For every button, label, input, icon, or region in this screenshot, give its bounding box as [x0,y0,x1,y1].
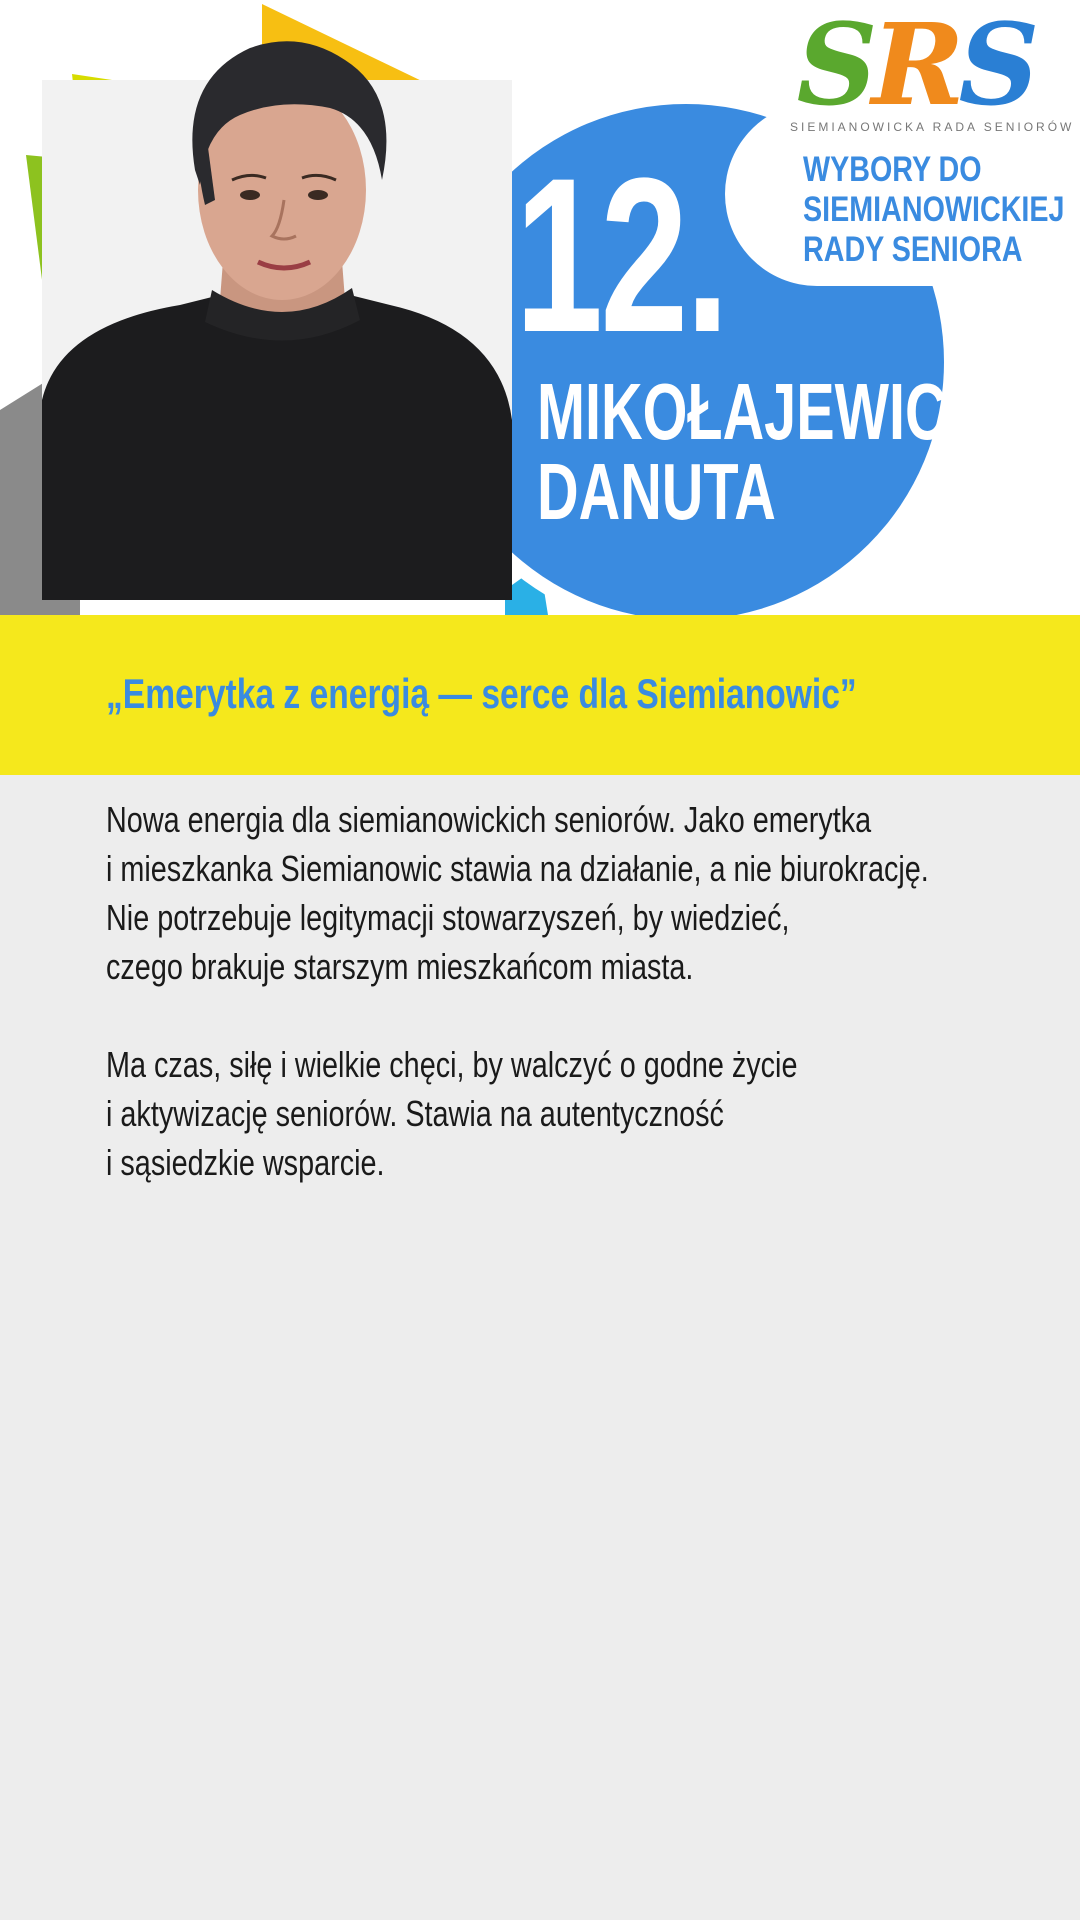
candidate-photo [42,41,512,600]
candidate-first-name: DANUTA [537,447,776,536]
election-title-line: RADY SENIORA [803,230,1023,269]
candidate-name [537,367,982,536]
logo-subtitle: SIEMIANOWICKA RADA SENIORÓW [790,120,1075,134]
election-title [803,150,1065,270]
candidate-number: 12. [515,132,727,378]
candidate-surname: MIKOŁAJEWICZ [537,367,982,456]
srs-logo [790,0,1075,134]
slogan-band [0,615,1080,775]
slogan-text: „Emerytka z energią — serce dla Siemianowic” [106,670,857,717]
candidate-bio [106,795,1034,1236]
logo-letter-s: S [796,0,872,131]
bio-paragraph: Nowa energia dla siemianowickich seniorów. Jako emerytka i mieszkanka Siemianowic stawia na działanie, a nie biurokrację. Nie potrzebuje legitymacji stowarzyszeń, by wiedzieć, czego brakuje starszym mieszkańcom miasta. [106,799,929,987]
bio-paragraph: Ma czas, siłę i wielkie chęci, by walczyć o godne życie i aktywizację seniorów. Stawia na autentyczność i sąsiedzkie wsparcie. [106,1044,798,1183]
election-title-line: SIEMIANOWICKIEJ [803,190,1065,229]
logo-letter-r: R [871,0,959,131]
hero-section [0,0,1080,615]
election-title-line: WYBORY DO [803,150,982,189]
logo-letter-s2: S [958,0,1034,131]
